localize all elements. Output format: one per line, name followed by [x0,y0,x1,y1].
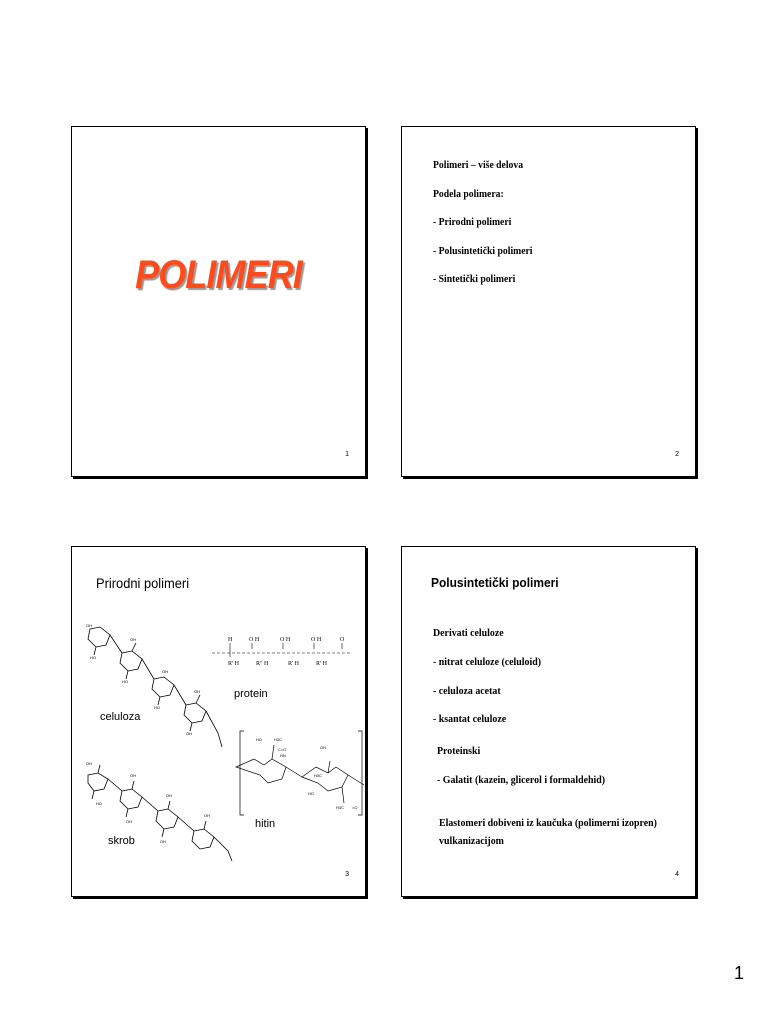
skrob-structure [86,761,236,865]
slide-number: 3 [345,871,349,878]
text-line: - Galatit (kazein, glicerol i formaldehid) [437,774,606,786]
svg-text:OH: OH [160,839,166,844]
svg-text:HO: HO [122,679,128,684]
hitin-label: hitin [255,818,276,830]
svg-text:OH: OH [186,731,192,736]
slide-title: Prirodni polimeri [96,575,190,591]
svg-text:HO: HO [154,705,160,710]
svg-text:OH: OH [194,689,200,694]
text-line: - Prirodni polimeri [433,216,512,228]
svg-text:H3C: H3C [336,805,345,810]
text-line: Derivati celuloze [433,627,504,639]
text-line: Polimeri – više delova [433,159,524,171]
text-line: Elastomeri dobiveni iz kaučuka (polimerni izopren) [439,817,657,829]
hitin-structure [236,727,366,819]
slide-3 [71,546,366,897]
slide-2 [401,126,696,477]
svg-text:HO: HO [90,655,96,660]
protein-structure [212,635,352,675]
text-line: - nitrat celuloze (celuloid) [433,656,542,668]
slide-number: 2 [675,451,679,458]
svg-text:R" H: R" H [256,661,269,667]
text-line: - celuloza acetat [433,685,501,697]
slide-text-list [433,159,546,302]
svg-text:C=O: C=O [278,747,287,752]
slide-number: 4 [675,871,679,878]
svg-text:HN: HN [280,753,286,758]
text-line: Podela polimera: [433,187,504,200]
page-number: 1 [733,963,744,983]
svg-text:=O: =O [352,805,358,810]
svg-text:R' H: R' H [288,661,299,667]
text-line: Proteinski [437,745,481,757]
svg-text:H3C: H3C [314,773,323,778]
svg-text:O: O [340,637,345,643]
svg-text:OH: OH [86,761,92,766]
slide-number: 1 [345,451,349,458]
svg-text:OH: OH [130,637,136,642]
svg-text:H3C: H3C [274,737,283,742]
text-line: - Sintetički polimeri [433,273,516,285]
svg-text:O H: O H [311,637,322,643]
svg-text:HO: HO [96,801,102,806]
svg-text:OH: OH [166,793,172,798]
svg-text:R' H: R' H [316,661,327,667]
celuloza-label: celuloza [100,711,141,723]
skrob-label: skrob [108,835,135,847]
svg-text:OH: OH [86,623,92,628]
svg-text:OH: OH [130,773,136,778]
text-line: - ksantat celuloze [433,713,507,725]
slide-title: Polusintetički polimeri [431,575,559,590]
svg-text:OH: OH [320,745,326,750]
svg-text:OH: OH [126,819,132,824]
protein-label: protein [234,688,268,700]
svg-text:R' H: R' H [228,661,239,667]
slide-title: POLIMERI [135,253,302,297]
svg-text:O H: O H [280,637,291,643]
svg-text:O H: O H [249,637,260,643]
svg-text:HO: HO [308,791,314,796]
svg-text:OH: OH [204,813,210,818]
svg-text:H: H [228,637,233,643]
svg-text:HO: HO [256,737,262,742]
text-line: - Polusintetički polimeri [433,244,533,257]
slide-4 [401,546,696,897]
svg-text:OH: OH [162,669,168,674]
slide-1 [71,126,366,477]
text-line: vulkanizacijom [439,835,504,847]
